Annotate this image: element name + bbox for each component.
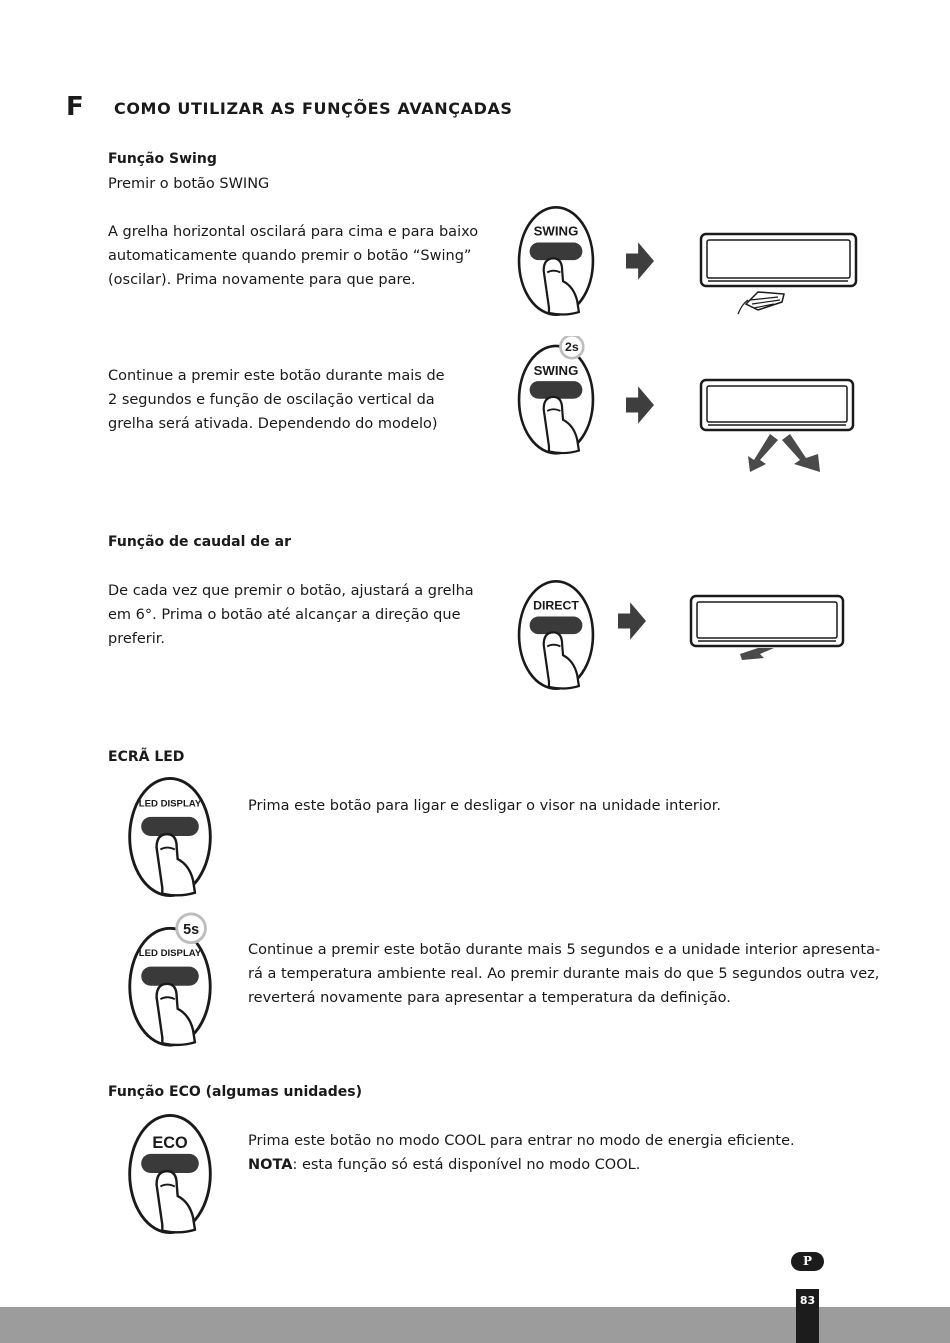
eco-note bbox=[248, 1153, 795, 1177]
text-line: A grelha horizontal oscilará para cima e para baixo bbox=[108, 224, 479, 240]
swing-hold-remote-icon bbox=[512, 336, 600, 457]
text-line: preferir. bbox=[108, 631, 166, 647]
led-display-hold-remote-icon bbox=[122, 912, 218, 1049]
arrow-right-icon bbox=[618, 599, 646, 643]
text-line: 2 segundos e função de oscilação vertical da bbox=[108, 392, 435, 408]
text-line: (oscilar). Prima novamente para que pare. bbox=[108, 272, 416, 288]
swing-heading: Função Swing bbox=[108, 151, 217, 167]
section-title: COMO UTILIZAR AS FUNÇÕES AVANÇADAS bbox=[114, 99, 513, 118]
hold-time-badge: 5s bbox=[183, 922, 200, 939]
direct-remote-icon bbox=[512, 576, 600, 694]
text-line: reverterá novamente para apresentar a temperatura da definição. bbox=[248, 990, 731, 1006]
led-paragraph-1: Prima este botão para ligar e desligar o visor na unidade interior. bbox=[248, 798, 722, 814]
swing-paragraph-1 bbox=[108, 220, 478, 292]
indoor-unit-vertical-swing-icon bbox=[698, 376, 862, 474]
direct-paragraph bbox=[108, 579, 474, 651]
led-button-label: LED DISPLAY bbox=[138, 798, 202, 810]
led-button-label: LED DISPLAY bbox=[138, 948, 202, 960]
text-line: Continue a premir este botão durante mais de bbox=[108, 368, 445, 384]
eco-line-1: Prima este botão no modo COOL para entrar no modo de energia eficiente. bbox=[248, 1133, 795, 1149]
text-line: automaticamente quando premir o botão “Swing” bbox=[108, 248, 472, 264]
note-label: NOTA bbox=[248, 1157, 293, 1173]
text-line: grelha será ativada. Dependendo do modelo) bbox=[108, 416, 438, 432]
swing-button-label: SWING bbox=[533, 362, 579, 378]
text-line: De cada vez que premir o botão, ajustará a grelha bbox=[108, 583, 474, 599]
eco-heading: Função ECO (algumas unidades) bbox=[108, 1084, 362, 1100]
text-line: rá a temperatura ambiente real. Ao premir durante mais do que 5 segundos outra vez, bbox=[248, 966, 880, 982]
note-text: : esta função só está disponível no modo COOL. bbox=[292, 1157, 641, 1173]
direct-heading: Função de caudal de ar bbox=[108, 534, 292, 550]
eco-remote-icon bbox=[122, 1110, 218, 1238]
text-line: em 6°. Prima o botão até alcançar a direção que bbox=[108, 607, 461, 623]
section-letter: F bbox=[66, 92, 84, 122]
indoor-unit-swing-icon bbox=[698, 230, 862, 322]
swing-paragraph-2 bbox=[108, 364, 445, 436]
arrow-right-icon bbox=[626, 239, 654, 283]
led-heading: ECRÃ LED bbox=[108, 749, 185, 765]
hold-time-badge: 2s bbox=[564, 340, 579, 355]
arrow-right-icon bbox=[626, 383, 654, 427]
eco-paragraph bbox=[248, 1129, 795, 1177]
direct-button-label: DIRECT bbox=[533, 598, 579, 613]
text-line: Continue a premir este botão durante mais 5 segundos e a unidade interior apresenta- bbox=[248, 942, 881, 958]
swing-intro: Premir o botão SWING bbox=[108, 176, 270, 192]
swing-remote-icon bbox=[512, 202, 600, 320]
language-badge: P bbox=[791, 1252, 824, 1271]
indoor-unit-airflow-icon bbox=[688, 592, 848, 664]
led-paragraph-2 bbox=[248, 938, 880, 1010]
page-number: 83 bbox=[799, 1294, 816, 1307]
eco-button-label: ECO bbox=[152, 1134, 188, 1153]
led-display-remote-icon bbox=[122, 773, 218, 901]
swing-button-label: SWING bbox=[533, 223, 579, 239]
